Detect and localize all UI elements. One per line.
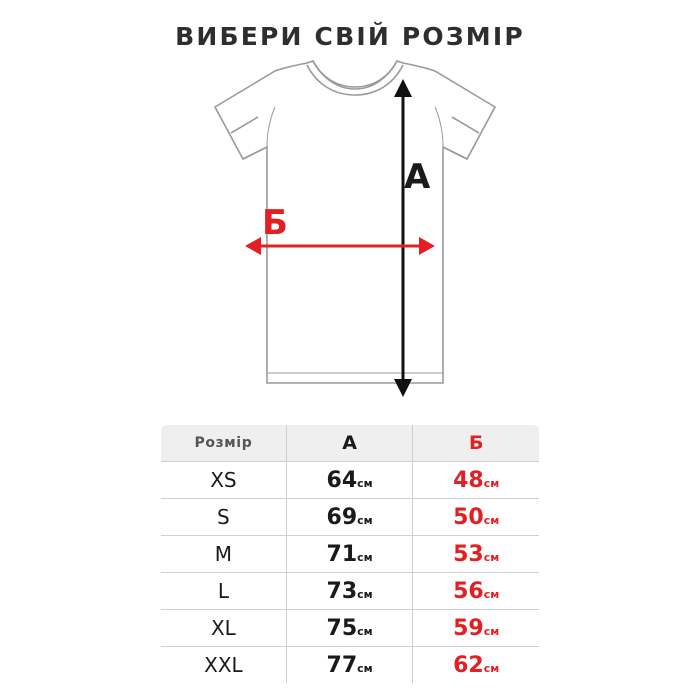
unit-label: см xyxy=(357,513,373,527)
value-b: 50 xyxy=(453,504,484,530)
cell-size: XL xyxy=(161,610,287,647)
table-row xyxy=(161,610,540,647)
cell-value-a xyxy=(286,462,413,499)
unit-label: см xyxy=(483,513,500,527)
value-a: 71 xyxy=(326,541,358,567)
cell-size: XXL xyxy=(161,647,287,684)
header-a: А xyxy=(286,425,413,462)
unit-label: см xyxy=(357,661,373,675)
cell-value-b xyxy=(413,536,540,573)
value-b: 56 xyxy=(453,578,484,604)
table-row xyxy=(161,573,540,610)
value-a: 73 xyxy=(326,578,358,604)
unit-label: см xyxy=(483,661,500,675)
value-a: 77 xyxy=(326,652,358,678)
cell-value-a xyxy=(286,499,413,536)
value-b: 53 xyxy=(453,541,484,567)
value-b: 59 xyxy=(453,615,484,641)
unit-label: см xyxy=(483,587,500,601)
unit-label: см xyxy=(483,476,500,490)
cell-size: L xyxy=(161,573,287,610)
table-body xyxy=(161,462,540,684)
label-measure-a: А xyxy=(404,157,431,197)
cell-size: S xyxy=(161,499,287,536)
value-a: 64 xyxy=(326,467,358,493)
cell-value-b xyxy=(413,499,540,536)
value-b: 62 xyxy=(453,652,484,678)
label-measure-b: Б xyxy=(262,203,288,243)
unit-label: см xyxy=(357,624,373,638)
size-table xyxy=(160,424,540,684)
table-row xyxy=(161,499,540,536)
table-row xyxy=(161,462,540,499)
cell-value-a xyxy=(286,573,413,610)
cell-value-a xyxy=(286,610,413,647)
cell-size: XS xyxy=(161,462,287,499)
tshirt-diagram xyxy=(155,55,555,400)
value-a: 69 xyxy=(326,504,358,530)
cell-value-b xyxy=(413,462,540,499)
unit-label: см xyxy=(483,550,500,564)
cell-size: M xyxy=(161,536,287,573)
unit-label: см xyxy=(357,587,373,601)
unit-label: см xyxy=(357,476,373,490)
unit-label: см xyxy=(357,550,373,564)
tshirt-outline-svg xyxy=(155,55,555,400)
table-row xyxy=(161,536,540,573)
cell-value-b xyxy=(413,647,540,684)
header-size: Розмір xyxy=(161,425,287,462)
cell-value-a xyxy=(286,647,413,684)
cell-value-b xyxy=(413,573,540,610)
cell-value-a xyxy=(286,536,413,573)
header-b: Б xyxy=(413,425,540,462)
unit-label: см xyxy=(483,624,500,638)
cell-value-b xyxy=(413,610,540,647)
page-title: ВИБЕРИ СВІЙ РОЗМІР xyxy=(175,22,525,51)
value-a: 75 xyxy=(326,615,358,641)
table-header-row xyxy=(161,425,540,462)
table-row xyxy=(161,647,540,684)
value-b: 48 xyxy=(453,467,484,493)
